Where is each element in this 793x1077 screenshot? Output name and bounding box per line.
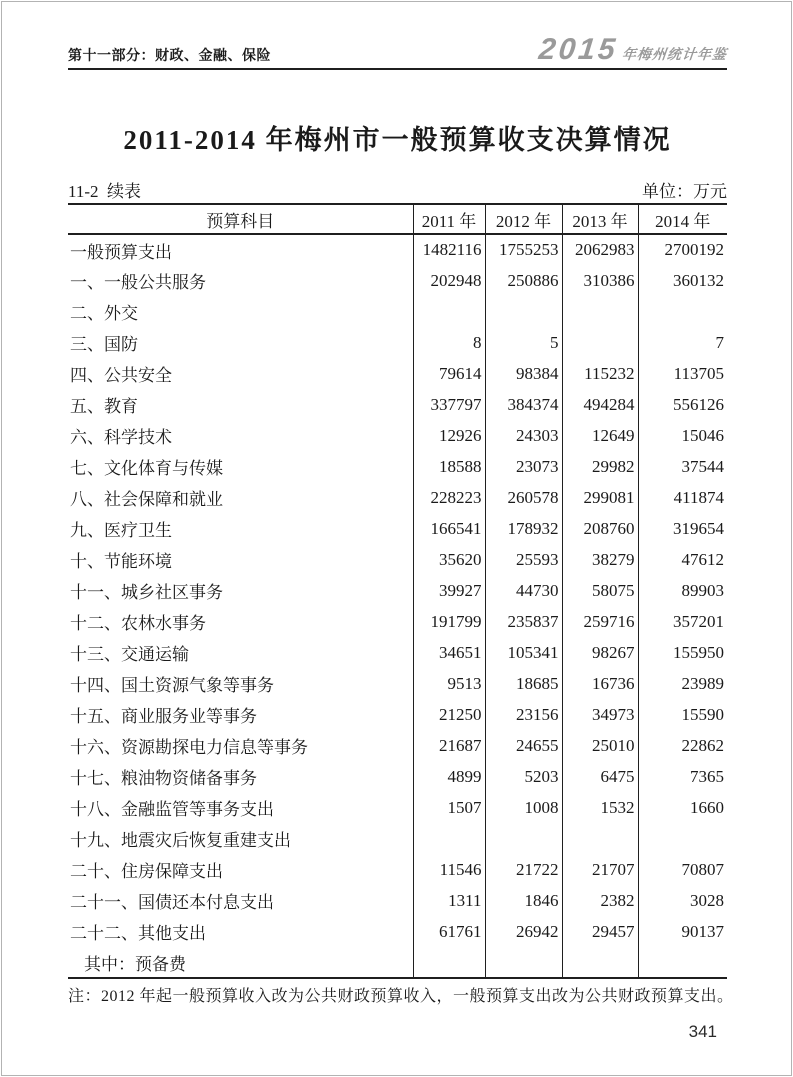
value-cell: 1482116 <box>413 234 485 265</box>
value-cell: 235837 <box>485 606 562 637</box>
row-label: 十六、资源勘探电力信息等事务 <box>68 730 413 761</box>
value-cell: 9513 <box>413 668 485 699</box>
table-row <box>68 699 727 730</box>
value-cell: 166541 <box>413 513 485 544</box>
row-label: 二十一、国债还本付息支出 <box>68 885 413 916</box>
value-cell: 202948 <box>413 265 485 296</box>
value-cell: 21722 <box>485 854 562 885</box>
value-cell: 18685 <box>485 668 562 699</box>
value-cell: 23073 <box>485 451 562 482</box>
value-cell: 259716 <box>562 606 638 637</box>
value-cell: 38279 <box>562 544 638 575</box>
value-cell: 105341 <box>485 637 562 668</box>
value-cell: 44730 <box>485 575 562 606</box>
value-cell: 61761 <box>413 916 485 947</box>
value-cell: 12649 <box>562 420 638 451</box>
value-cell: 260578 <box>485 482 562 513</box>
value-cell: 58075 <box>562 575 638 606</box>
value-cell: 357201 <box>673 611 724 631</box>
value-cell: 98384 <box>485 358 562 389</box>
value-cell <box>638 823 727 854</box>
value-cell: 178932 <box>485 513 562 544</box>
value-cell: 5203 <box>485 761 562 792</box>
value-cell <box>562 327 638 358</box>
value-cell: 494284 <box>562 389 638 420</box>
value-cell: 115232 <box>562 358 638 389</box>
value-cell: 29457 <box>562 916 638 947</box>
table-number: 11-2 <box>68 182 99 201</box>
row-label: 七、文化体育与传媒 <box>68 451 413 482</box>
value-cell: 22862 <box>681 735 724 755</box>
table-row <box>68 451 727 482</box>
value-cell <box>485 296 562 327</box>
row-label: 十四、国土资源气象等事务 <box>68 668 413 699</box>
table-row <box>68 947 727 978</box>
value-cell: 6475 <box>562 761 638 792</box>
table-header-row <box>68 204 727 234</box>
value-cell: 250886 <box>485 265 562 296</box>
value-cell: 1532 <box>562 792 638 823</box>
value-cell: 384374 <box>485 389 562 420</box>
table-row <box>68 761 727 792</box>
row-label: 十七、粮油物资储备事务 <box>68 761 413 792</box>
row-label: 六、科学技术 <box>68 420 413 451</box>
value-cell: 155950 <box>673 642 724 662</box>
running-header <box>68 33 728 70</box>
value-cell <box>413 823 485 854</box>
row-label: 三、国防 <box>68 327 413 358</box>
value-cell: 3028 <box>690 890 724 910</box>
value-cell: 90137 <box>681 921 724 941</box>
row-label: 十八、金融监管等事务支出 <box>68 792 413 823</box>
table-row <box>68 637 727 668</box>
column-header-year: 2014 年 <box>638 204 727 234</box>
value-cell: 2700192 <box>664 240 724 259</box>
table-row <box>68 482 727 513</box>
value-cell <box>562 296 638 327</box>
value-cell: 21687 <box>413 730 485 761</box>
value-cell: 15046 <box>681 425 724 445</box>
table-row <box>68 885 727 916</box>
value-cell: 411874 <box>673 487 724 507</box>
value-cell: 35620 <box>413 544 485 575</box>
table-row <box>68 916 727 947</box>
table-row <box>68 389 727 420</box>
row-label: 十二、农林水事务 <box>68 606 413 637</box>
value-cell: 228223 <box>413 482 485 513</box>
value-cell: 21707 <box>562 854 638 885</box>
yearbook-year: 2015 <box>537 33 620 66</box>
value-cell: 89903 <box>681 580 724 600</box>
table-row <box>68 792 727 823</box>
column-header-subject: 预算科目 <box>68 204 413 234</box>
row-label: 二十二、其他支出 <box>68 916 413 947</box>
value-cell: 24655 <box>485 730 562 761</box>
value-cell: 25593 <box>485 544 562 575</box>
table-row <box>68 575 727 606</box>
table-row <box>68 420 727 451</box>
page-number: 341 <box>688 1022 717 1041</box>
value-cell: 79614 <box>413 358 485 389</box>
table-row <box>68 513 727 544</box>
value-cell: 39927 <box>413 575 485 606</box>
value-cell: 1008 <box>485 792 562 823</box>
table-row <box>68 823 727 854</box>
value-cell: 5 <box>485 327 562 358</box>
row-label: 一般预算支出 <box>68 234 413 265</box>
unit-label: 单位：万元 <box>642 182 727 201</box>
row-label: 一、一般公共服务 <box>68 265 413 296</box>
table-note: 注：2012 年起一般预算收入改为公共财政预算收入，一般预算支出改为公共财政预算支出。 <box>68 988 734 1005</box>
row-label: 九、医疗卫生 <box>68 513 413 544</box>
yearbook-title: 年梅州统计年鉴 <box>621 46 728 62</box>
value-cell: 1311 <box>413 885 485 916</box>
table-row <box>68 544 727 575</box>
value-cell: 4899 <box>413 761 485 792</box>
value-cell: 1755253 <box>485 234 562 265</box>
column-header-year: 2011 年 <box>413 204 485 234</box>
yearbook-logo <box>539 35 727 65</box>
value-cell <box>413 947 485 978</box>
value-cell: 310386 <box>562 265 638 296</box>
section-label: 第十一部分：财政、金融、保险 <box>68 47 271 63</box>
value-cell <box>562 823 638 854</box>
row-label: 十、节能环境 <box>68 544 413 575</box>
value-cell: 34651 <box>413 637 485 668</box>
value-cell: 7 <box>715 332 724 352</box>
value-cell: 23156 <box>485 699 562 730</box>
value-cell: 12926 <box>413 420 485 451</box>
value-cell: 34973 <box>562 699 638 730</box>
table-row <box>68 327 727 358</box>
value-cell: 2062983 <box>562 234 638 265</box>
value-cell: 191799 <box>413 606 485 637</box>
value-cell: 29982 <box>562 451 638 482</box>
value-cell: 15590 <box>681 704 724 724</box>
value-cell: 337797 <box>413 389 485 420</box>
column-header-year: 2013 年 <box>562 204 638 234</box>
value-cell: 23989 <box>681 673 724 693</box>
value-cell: 24303 <box>485 420 562 451</box>
value-cell: 37544 <box>681 456 724 476</box>
table-row <box>68 730 727 761</box>
table-row <box>68 265 727 296</box>
table-row <box>68 358 727 389</box>
table-meta-row <box>68 177 727 202</box>
table-row <box>68 606 727 637</box>
value-cell <box>638 947 727 978</box>
value-cell <box>413 296 485 327</box>
budget-table <box>68 203 727 979</box>
value-cell: 1507 <box>413 792 485 823</box>
table-row <box>68 668 727 699</box>
table-row <box>68 234 727 265</box>
row-label: 其中：预备费 <box>68 947 413 978</box>
table-row <box>68 854 727 885</box>
table-number-and-continued <box>68 177 141 202</box>
value-cell: 299081 <box>562 482 638 513</box>
value-cell <box>485 823 562 854</box>
row-label: 四、公共安全 <box>68 358 413 389</box>
value-cell: 1846 <box>485 885 562 916</box>
value-cell: 25010 <box>562 730 638 761</box>
value-cell: 26942 <box>485 916 562 947</box>
row-label: 八、社会保障和就业 <box>68 482 413 513</box>
table-row <box>68 296 727 327</box>
value-cell: 98267 <box>562 637 638 668</box>
value-cell: 360132 <box>673 270 724 290</box>
column-header-year: 2012 年 <box>485 204 562 234</box>
row-label: 二十、住房保障支出 <box>68 854 413 885</box>
value-cell: 556126 <box>673 394 724 414</box>
row-label: 十五、商业服务业等事务 <box>68 699 413 730</box>
value-cell <box>485 947 562 978</box>
row-label: 十九、地震灾后恢复重建支出 <box>68 823 413 854</box>
value-cell: 8 <box>413 327 485 358</box>
row-label: 十三、交通运输 <box>68 637 413 668</box>
value-cell <box>562 947 638 978</box>
row-label: 二、外交 <box>68 296 413 327</box>
value-cell <box>638 296 727 327</box>
value-cell: 21250 <box>413 699 485 730</box>
row-label: 十一、城乡社区事务 <box>68 575 413 606</box>
value-cell: 319654 <box>673 518 724 538</box>
value-cell: 208760 <box>562 513 638 544</box>
value-cell: 70807 <box>681 859 724 879</box>
value-cell: 1660 <box>690 797 724 817</box>
value-cell: 47612 <box>681 549 724 569</box>
value-cell: 7365 <box>690 766 724 786</box>
page-title: 2011-2014 年梅州市一般预算收支决算情况 <box>123 125 672 155</box>
row-label: 五、教育 <box>68 389 413 420</box>
continued-label: 续表 <box>107 182 142 201</box>
value-cell: 18588 <box>413 451 485 482</box>
value-cell: 2382 <box>562 885 638 916</box>
value-cell: 16736 <box>562 668 638 699</box>
value-cell: 11546 <box>413 854 485 885</box>
value-cell: 113705 <box>673 363 724 383</box>
